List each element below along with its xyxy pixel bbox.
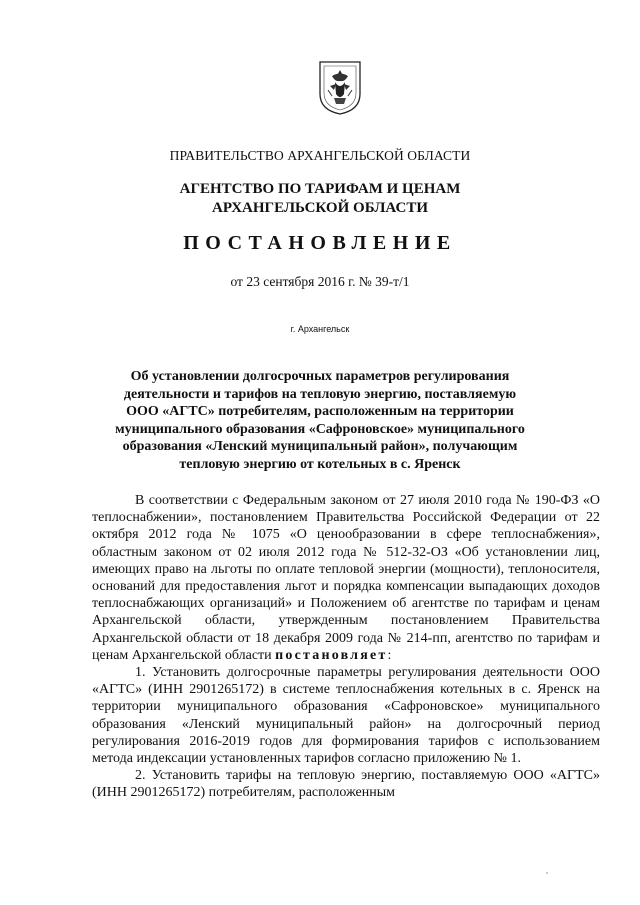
preamble-paragraph — [92, 492, 600, 664]
agency-title-line1: АГЕНТСТВО ПО ТАРИФАМ И ЦЕНАМ — [179, 181, 461, 197]
item-1-paragraph: 1. Установить долгосрочные параметры регулирования деятельности ООО «АГТС» (ИНН 2901265172) в системе теплоснабжения котельных в с. Яренск на территории муниципального образования «Сафроновское» муниципального образования «Ленский муниципальный район» на долгосрочный период регулирования 2016-2019 годов для формирования тарифов с использованием метода индексации установленных тарифов согласно приложению № 1. — [92, 665, 600, 767]
document-date-number: от 23 сентября 2016 г. № 39-т/1 — [230, 274, 410, 289]
decree-word: постановляет — [275, 647, 388, 663]
agency-title-line2: АРХАНГЕЛЬСКОЙ ОБЛАСТИ — [212, 200, 428, 216]
coat-of-arms-icon — [318, 60, 362, 116]
decree-colon: : — [387, 647, 392, 663]
document-subject: Об установлении долгосрочных параметров регулирования деятельности и тарифов на тепловую энергию, поставляемую ООО «АГТС» потребителям, расположенным на территории муниципального образования «Сафроновское» муниципального образования «Ленский муниципальный район», получающим тепловую энергию от котельных в с. Яренск — [115, 369, 525, 472]
document-type-heading: ПОСТАНОВЛЕНИЕ — [183, 232, 457, 254]
document-city: г. Архангельск — [290, 324, 350, 334]
document-body — [92, 492, 600, 802]
scan-speck — [546, 872, 548, 874]
agency-title — [80, 180, 560, 218]
preamble-text: В соответствии с Федеральным законом от 27 июля 2010 года № 190-ФЗ «О теплоснабжении», постановлением Правительства Российской Федерации от 22 октября 2012 года № 1075 «О ценообразовании в сфере теплоснабжения», областным законом от 02 июля 2012 года № 512-32-ОЗ «Об установлении лиц, имеющих право на льготы по оплате тепловой энергии (мощности), теплоносителя, оснований для предоставления льгот и порядка компенсации выпадающих доходов теплоснабжающих организаций» и Положением об агентстве по тарифам и ценам Архангельской области, утвержденным постановлением Правительства Архангельской области от 18 декабря 2009 года № 214-пп, агентство по тарифам и ценам Архангельской области — [92, 493, 600, 663]
item-2-paragraph: 2. Установить тарифы на тепловую энергию, поставляемую ООО «АГТС» (ИНН 2901265172) потребителям, расположенным — [92, 768, 600, 801]
government-title: ПРАВИТЕЛЬСТВО АРХАНГЕЛЬСКОЙ ОБЛАСТИ — [169, 148, 471, 163]
